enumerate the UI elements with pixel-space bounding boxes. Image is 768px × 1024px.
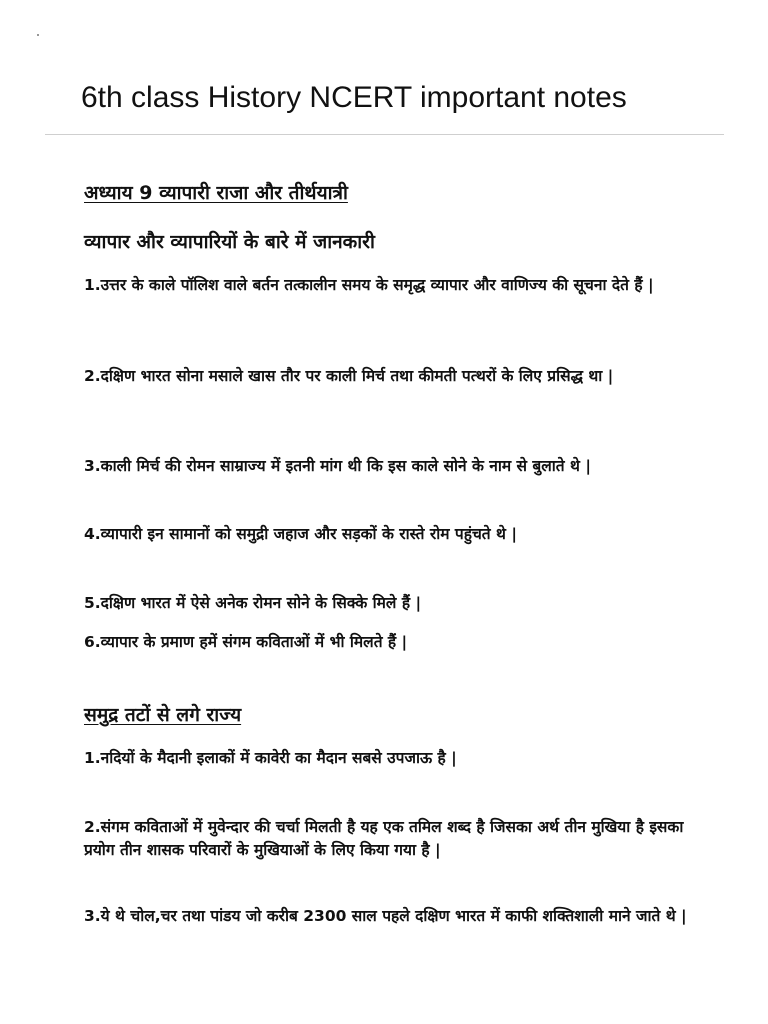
document-title: 6th class History NCERT important notes <box>81 81 627 114</box>
corner-dot <box>37 34 39 36</box>
note-item: 5.दक्षिण भारत में ऐसे अनेक रोमन सोने के सिक्के मिले हैं | <box>84 594 422 612</box>
note-item: 1.नदियों के मैदानी इलाकों में कावेरी का मैदान सबसे उपजाऊ है | <box>84 749 457 767</box>
note-item: 2.संगम कविताओं में मुवेन्दार की चर्चा मिलती है यह एक तमिल शब्द है जिसका अर्थ तीन मुखिया है इसका प्रयोग तीन शासक परिवारों के मुखियाओं के लिए किया गया है | <box>84 818 684 859</box>
title-divider <box>45 134 724 135</box>
note-item: 1.उत्तर के काले पॉलिश वाले बर्तन तत्कालीन समय के समृद्ध व्यापार और वाणिज्य की सूचना देते हैं | <box>84 276 654 294</box>
note-item: 4.व्यापारी इन सामानों को समुद्री जहाज और सड़कों के रास्ते रोम पहुंचते थे | <box>84 525 517 543</box>
note-item: 3.काली मिर्च की रोमन साम्राज्य में इतनी मांग थी कि इस काले सोने के नाम से बुलाते थे | <box>84 457 591 475</box>
note-item: 2.दक्षिण भारत सोना मसाले खास तौर पर काली मिर्च तथा कीमती पत्थरों के लिए प्रसिद्ध था | <box>84 367 614 385</box>
chapter-heading: अध्याय 9 व्यापारी राजा और तीर्थयात्री <box>84 182 348 204</box>
trade-subheading: व्यापार और व्यापारियों के बारे में जानकारी <box>84 231 375 253</box>
note-item: 3.ये थे चोल,चर तथा पांडय जो करीब 2300 साल पहले दक्षिण भारत में काफी शक्तिशाली माने जाते थे | <box>84 907 687 925</box>
note-item: 6.व्यापार के प्रमाण हमें संगम कविताओं में भी मिलते हैं | <box>84 633 408 651</box>
coastal-kingdoms-heading: समुद्र तटों से लगे राज्य <box>84 704 242 726</box>
